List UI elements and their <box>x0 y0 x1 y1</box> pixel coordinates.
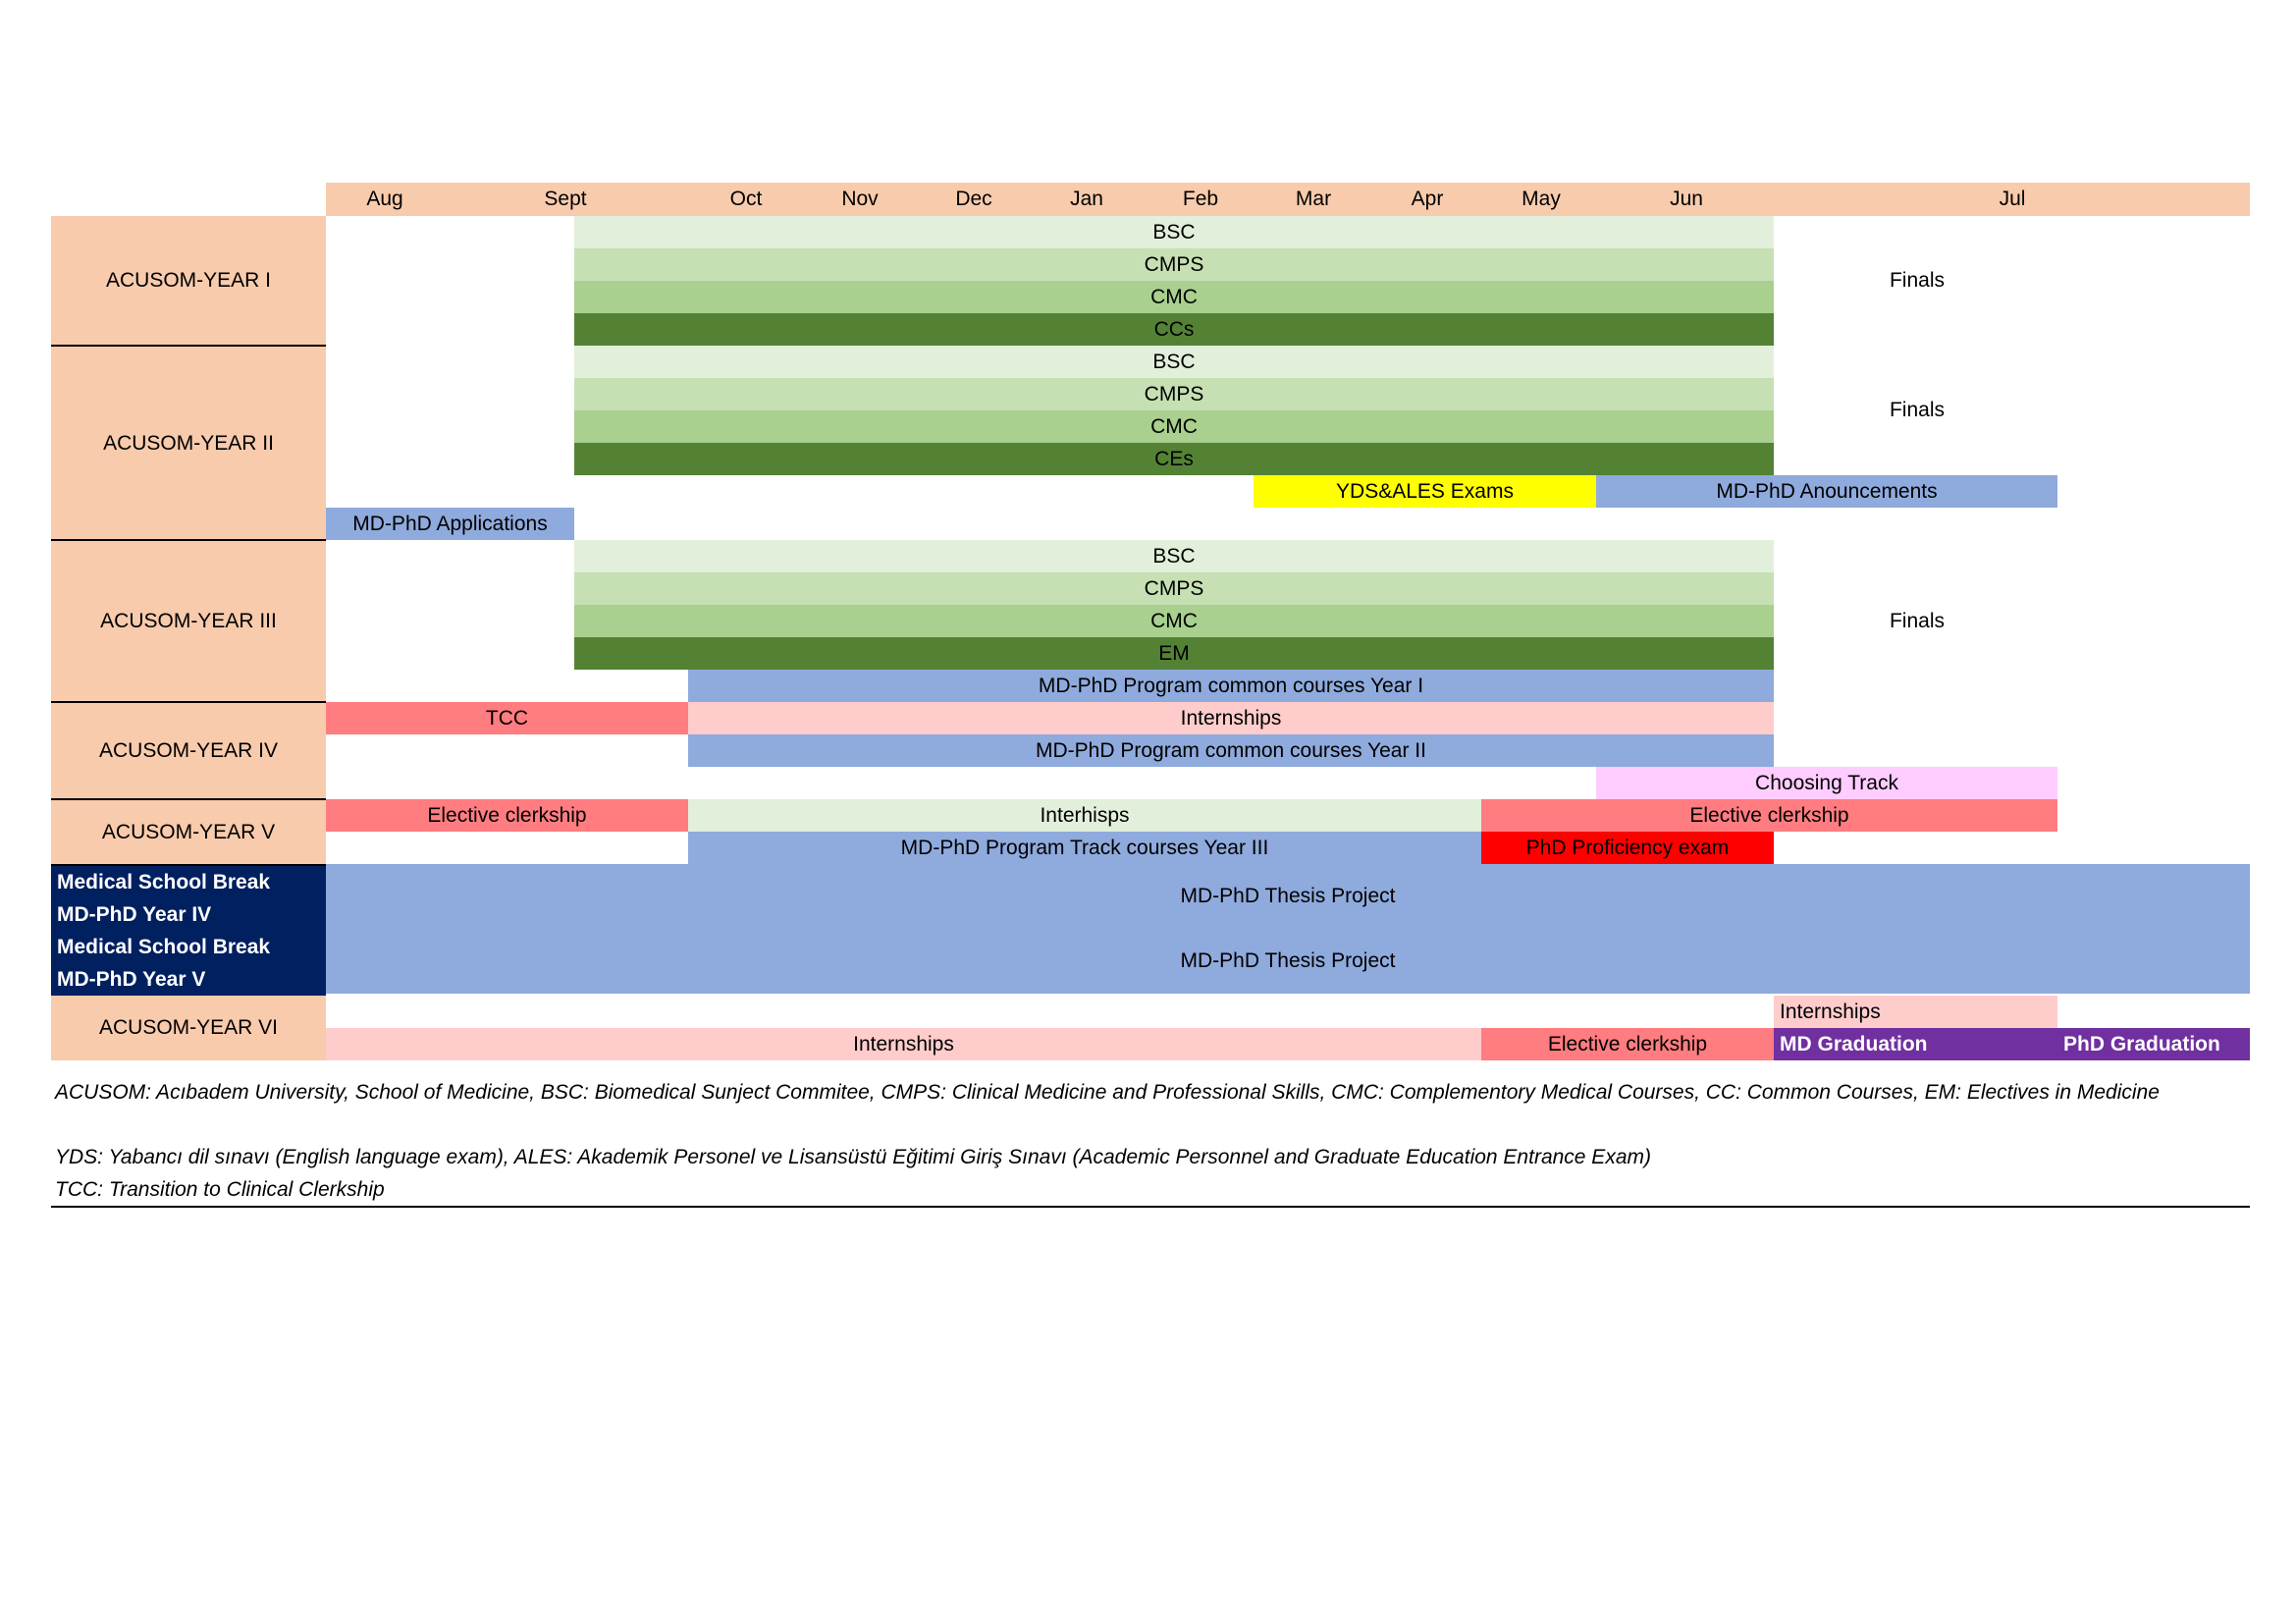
y2-finals: Finals <box>1889 399 1946 421</box>
month-mar: Mar <box>1295 188 1332 210</box>
month-apr: Apr <box>1411 188 1444 210</box>
month-jun: Jun <box>1670 188 1703 210</box>
mdphd-track-courses-year3-bar: MD-PhD Program Track courses Year III <box>688 832 1481 864</box>
y2-cmc-bar: CMC <box>574 410 1774 443</box>
month-aug: Aug <box>366 188 403 210</box>
yds-ales-exams-bar: YDS&ALES Exams <box>1254 475 1596 508</box>
y2-bsc-bar: BSC <box>574 346 1774 378</box>
month-nov: Nov <box>841 188 879 210</box>
y3-cmps-bar: CMPS <box>574 572 1774 605</box>
y1-bsc-bar: BSC <box>574 216 1774 248</box>
mdphd-common-courses-year2-bar: MD-PhD Program common courses Year II <box>688 734 1774 767</box>
choosing-track-bar: Choosing Track <box>1596 767 2057 799</box>
y4-internships-bar: Internships <box>688 702 1774 734</box>
y1-ccs-bar: CCs <box>574 313 1774 346</box>
year-label-3: ACUSOM-YEAR III <box>51 541 326 702</box>
y6-internships-top-bar: Internships <box>1774 996 2057 1028</box>
y1-cmps-bar: CMPS <box>574 248 1774 281</box>
month-jul: Jul <box>1999 188 2026 210</box>
mdphd-announcements-bar: MD-PhD Anouncements <box>1596 475 2057 508</box>
month-dec: Dec <box>955 188 992 210</box>
y5-elective-clerkship-2-bar: Elective clerkship <box>1481 799 2057 832</box>
y2-ces-bar: CEs <box>574 443 1774 475</box>
phd-graduation-bar: PhD Graduation <box>2057 1028 2250 1060</box>
mdphd-thesis-project-2-bar: MD-PhD Thesis Project <box>326 929 2250 994</box>
navy-label-break-1: Medical School Break <box>51 866 326 898</box>
footnote-yds-ales: YDS: Yabancı dil sınavı (English language exam), ALES: Akademik Personel ve Lisansüstü Eğitimi Giriş Sınavı (Academic Personnel and Graduate Education Entrance Exam) <box>55 1146 1651 1168</box>
y1-cmc-bar: CMC <box>574 281 1774 313</box>
year-label-1: ACUSOM-YEAR I <box>51 216 326 346</box>
mdphd-applications-bar: MD-PhD Applications <box>326 508 574 540</box>
mdphd-thesis-project-1-bar: MD-PhD Thesis Project <box>326 864 2250 929</box>
y6-elective-clerkship-bar: Elective clerkship <box>1481 1028 1774 1060</box>
y3-bsc-bar: BSC <box>574 540 1774 572</box>
month-may: May <box>1522 188 1561 210</box>
tcc-bar: TCC <box>326 702 688 734</box>
y5-elective-clerkship-1-bar: Elective clerkship <box>326 799 688 832</box>
footnote-tcc: TCC: Transition to Clinical Clerkship <box>55 1178 385 1201</box>
y3-em-bar: EM <box>574 637 1774 670</box>
footnote-acusom: ACUSOM: Acıbadem University, School of Medicine, BSC: Biomedical Sunject Commitee, CMPS: Clinical Medicine and Professional Skills, CMC: Complementory Medical Courses, CC: Common Courses, EM: Electives in Medicine <box>55 1081 2160 1104</box>
month-sept: Sept <box>544 188 587 210</box>
navy-label-break-2: Medical School Break <box>51 931 326 963</box>
year-label-6: ACUSOM-YEAR VI <box>51 996 326 1060</box>
mdphd-common-courses-year1-bar: MD-PhD Program common courses Year I <box>688 670 1774 702</box>
md-graduation-bar: MD Graduation <box>1774 1028 2057 1060</box>
year-label-2: ACUSOM-YEAR II <box>51 347 326 540</box>
y2-cmps-bar: CMPS <box>574 378 1774 410</box>
y1-finals: Finals <box>1889 269 1946 292</box>
y3-cmc-bar: CMC <box>574 605 1774 637</box>
y3-finals: Finals <box>1889 609 1946 632</box>
navy-label-mdphd-year-v: MD-PhD Year V <box>51 963 326 996</box>
phd-proficiency-exam-bar: PhD Proficiency exam <box>1481 832 1774 864</box>
y6-internships-bar: Internships <box>326 1028 1481 1060</box>
y5-interhips-bar: Interhisps <box>688 799 1481 832</box>
month-jan: Jan <box>1070 188 1103 210</box>
year-label-4: ACUSOM-YEAR IV <box>51 703 326 799</box>
month-feb: Feb <box>1182 188 1219 210</box>
year-label-5: ACUSOM-YEAR V <box>51 800 326 865</box>
footnote-bottom-rule <box>51 1206 2250 1208</box>
month-oct: Oct <box>729 188 763 210</box>
navy-label-mdphd-year-iv: MD-PhD Year IV <box>51 898 326 931</box>
